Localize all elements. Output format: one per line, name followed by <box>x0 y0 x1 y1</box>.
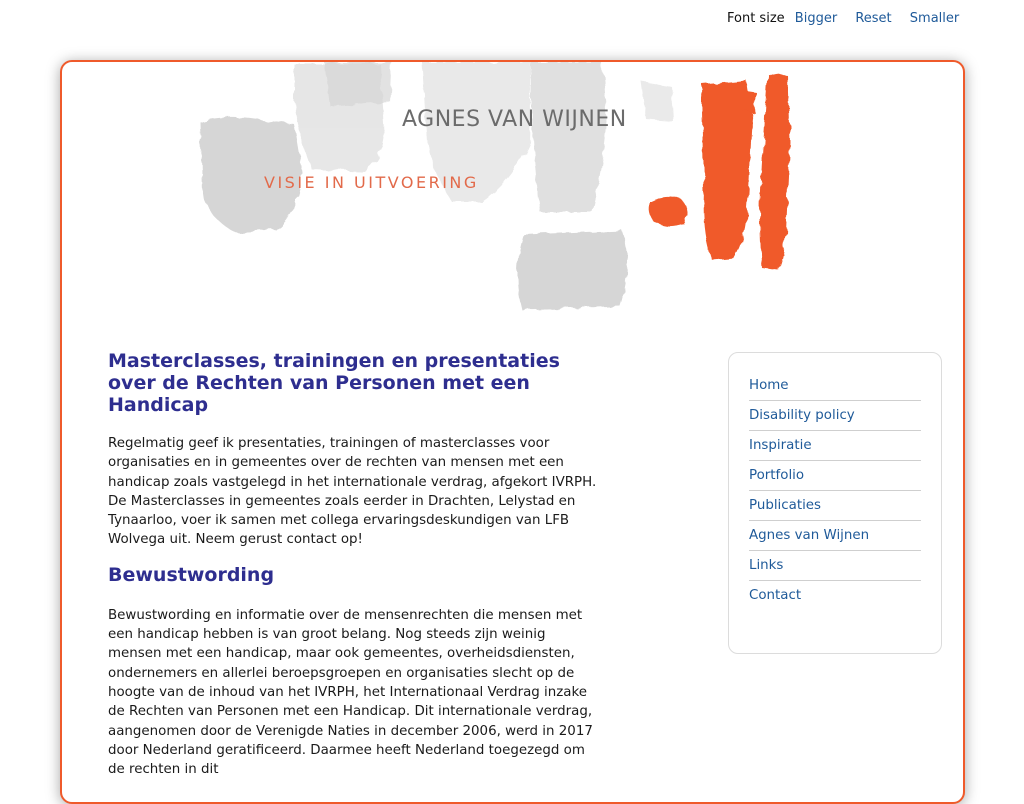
nav-item-publicaties <box>749 491 921 521</box>
nav-link-home[interactable]: Home <box>749 378 789 393</box>
main-content <box>108 350 598 779</box>
nav-link-disability-policy[interactable]: Disability policy <box>749 408 855 423</box>
body-paragraph: Bewustwording en informatie over de mensenrechten die mensen met een handicap hebben is van groot belang. Nog steeds zijn weinig mensen met een handicap, maar ook gemeentes, overheidsdiensten, ondernemers en allerlei beroepsgroepen en organisaties slecht op de hoogte van de inhoud van het IVRPH, het Internationaal Verdrag inzake de Rechten van Personen met een Handicap. Dit internationale verdrag, aangenomen door de Verenigde Naties in december 2006, werd in 2017 door Nederland geratificeerd. Daarmee heeft Nederland toegezegd om de rechten in dit <box>108 607 593 778</box>
font-smaller-link[interactable]: Smaller <box>909 11 960 26</box>
sidebar-navigation <box>728 352 942 654</box>
nav-link-publicaties[interactable]: Publicaties <box>749 498 822 513</box>
page-title: Masterclasses, trainingen en presentaties over de Rechten van Personen met een Handicap <box>108 350 560 416</box>
nav-item-contact <box>749 581 921 611</box>
intro-paragraph: Regelmatig geef ik presentaties, trainingen of masterclasses voor organisaties en in gemeentes over de rechten van mensen met een handicap zoals vastgelegd in het internationale verdrag, afgekort IVRPH. De Masterclasses in gemeentes zoals eerder in Drachten, Lelystad en Tynaarloo, voer ik samen met collega ervaringsdeskundigen van LFB Wolvega uit. Neem gerust contact op! <box>108 436 597 548</box>
page-frame <box>60 60 965 804</box>
section-heading-bewustwording: Bewustwording <box>108 563 275 586</box>
nav-link-portfolio[interactable]: Portfolio <box>749 468 805 483</box>
logo-tagline-text: VISIE IN UITVOERING <box>264 173 479 192</box>
font-reset-link[interactable]: Reset <box>855 11 892 26</box>
logo-name-text: AGNES VAN WIJNEN <box>402 107 627 132</box>
nav-item-inspiratie <box>749 431 921 461</box>
nav-link-links[interactable]: Links <box>749 558 784 573</box>
nav-list <box>729 353 941 611</box>
nav-link-inspiratie[interactable]: Inspiratie <box>749 438 812 453</box>
nav-item-portfolio <box>749 461 921 491</box>
nav-item-disability-policy <box>749 401 921 431</box>
header-banner <box>62 62 963 312</box>
nav-item-home <box>749 371 921 401</box>
brush-logo-image <box>62 62 963 312</box>
nav-item-agnes-van-wijnen <box>749 521 921 551</box>
nav-link-agnes-van-wijnen[interactable]: Agnes van Wijnen <box>749 528 870 543</box>
font-size-controls <box>727 10 959 27</box>
nav-link-contact[interactable]: Contact <box>749 588 802 603</box>
font-size-label: Font size <box>727 11 785 26</box>
nav-item-links <box>749 551 921 581</box>
font-bigger-link[interactable]: Bigger <box>794 11 838 26</box>
